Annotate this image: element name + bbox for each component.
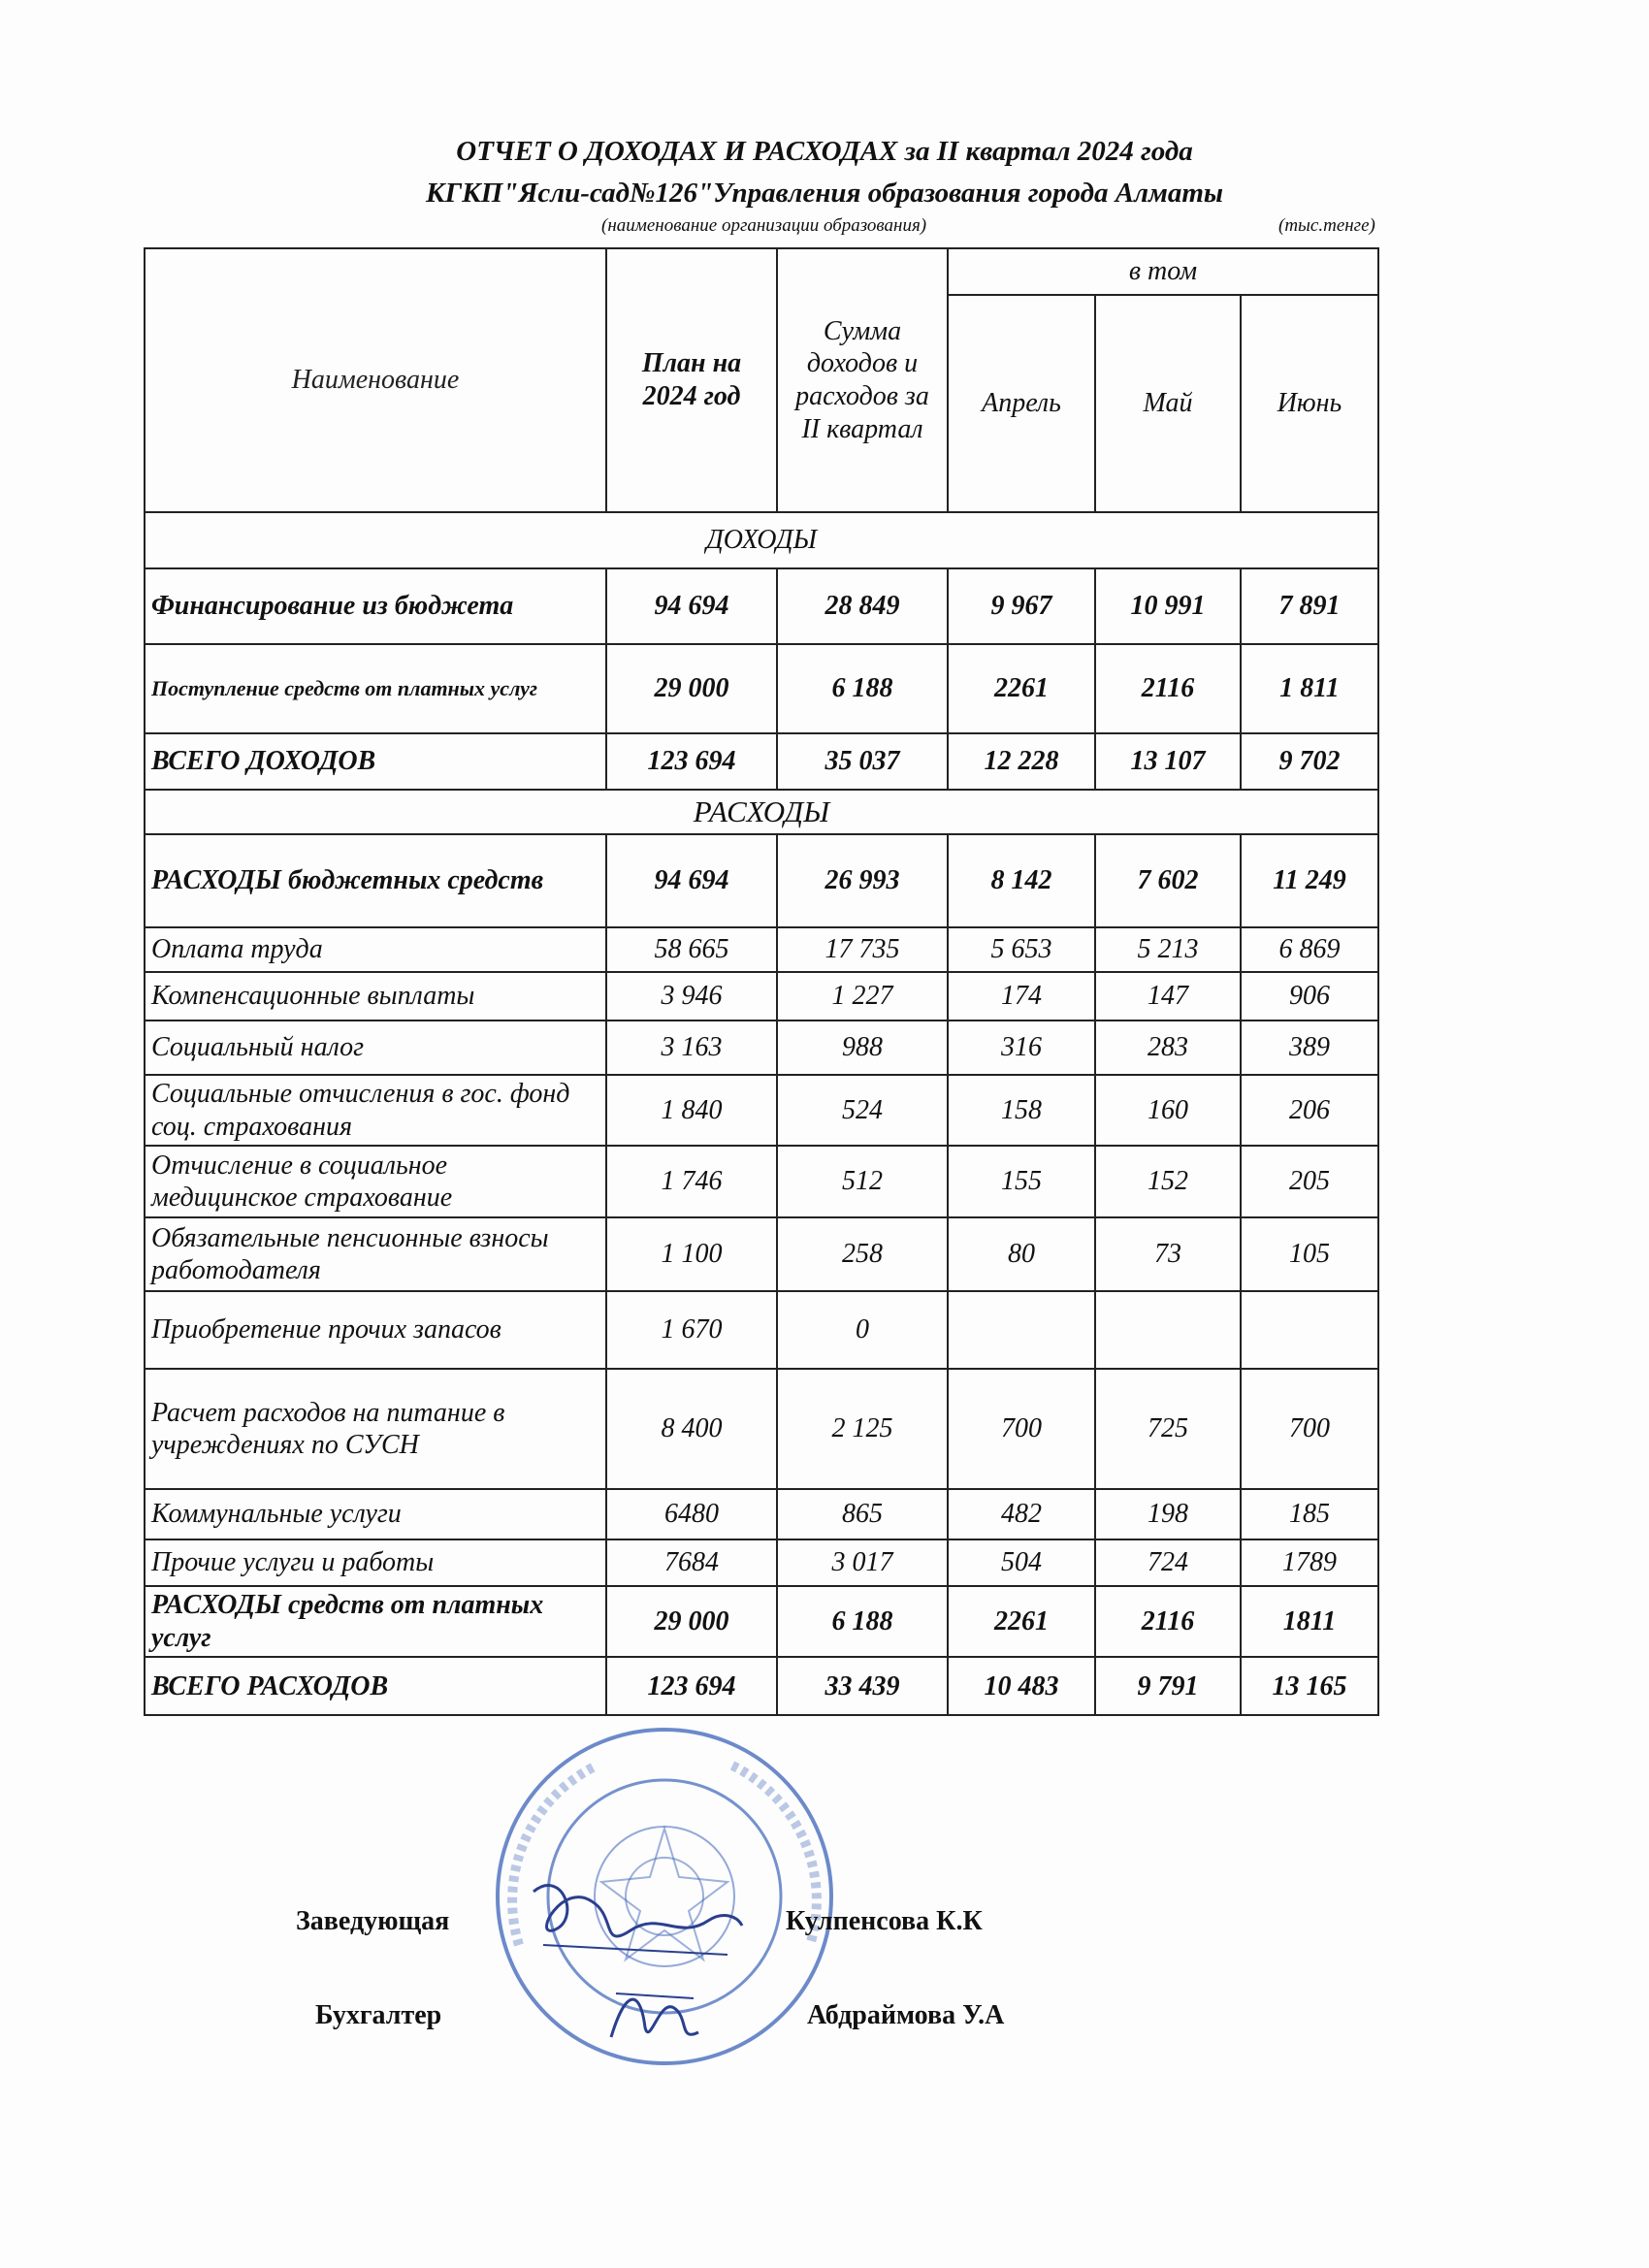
cell-plan: 7684 xyxy=(606,1539,777,1586)
cell-apr: 316 xyxy=(948,1021,1095,1075)
cell-may: 725 xyxy=(1095,1369,1241,1489)
cell-jun: 1 811 xyxy=(1241,644,1378,733)
cell-jun: 389 xyxy=(1241,1021,1378,1075)
table-row xyxy=(145,1586,1378,1657)
cell-plan: 29 000 xyxy=(606,644,777,733)
cell-jun: 11 249 xyxy=(1241,834,1378,927)
cell-name: Обязательные пенсионные взносы работодателя xyxy=(145,1217,606,1291)
table-row xyxy=(145,1369,1378,1489)
cell-name: Оплата труда xyxy=(145,927,606,972)
organization-caption: (наименование организации образования) xyxy=(601,215,927,236)
expense-rows xyxy=(145,834,1378,1715)
cell-plan: 1 746 xyxy=(606,1146,777,1217)
cell-sum: 1 227 xyxy=(777,972,948,1021)
header-june: Июнь xyxy=(1241,295,1378,512)
table-row xyxy=(145,1489,1378,1539)
cell-name: Социальные отчисления в гос. фонд соц. страхования xyxy=(145,1075,606,1146)
head-name: Кулпенсова К.К xyxy=(786,1906,983,1936)
section-expenses: РАСХОДЫ xyxy=(145,790,1378,834)
units-caption: (тыс.тенге) xyxy=(1278,215,1375,236)
cell-apr: 155 xyxy=(948,1146,1095,1217)
section-income: ДОХОДЫ xyxy=(145,512,1378,568)
cell-apr: 8 142 xyxy=(948,834,1095,927)
cell-may: 152 xyxy=(1095,1146,1241,1217)
cell-jun: 185 xyxy=(1241,1489,1378,1539)
cell-name: Расчет расходов на питание в учреждениях по СУСН xyxy=(145,1369,606,1489)
cell-name: Прочие услуги и работы xyxy=(145,1539,606,1586)
cell-may: 10 991 xyxy=(1095,568,1241,644)
cell-name: Отчисление в социальное медицинское страхование xyxy=(145,1146,606,1217)
table-row xyxy=(145,1291,1378,1369)
cell-apr: 2261 xyxy=(948,644,1095,733)
cell-apr: 80 xyxy=(948,1217,1095,1291)
accountant-name: Абдраймова У.А xyxy=(807,2000,1005,2030)
cell-apr: 9 967 xyxy=(948,568,1095,644)
cell-jun: 105 xyxy=(1241,1217,1378,1291)
cell-name: ВСЕГО РАСХОДОВ xyxy=(145,1657,606,1715)
cell-jun: 1789 xyxy=(1241,1539,1378,1586)
cell-name: Финансирование из бюджета xyxy=(145,568,606,644)
cell-may: 283 xyxy=(1095,1021,1241,1075)
table-row xyxy=(145,1021,1378,1075)
cell-may: 2116 xyxy=(1095,1586,1241,1657)
cell-sum: 524 xyxy=(777,1075,948,1146)
cell-plan: 8 400 xyxy=(606,1369,777,1489)
cell-sum: 865 xyxy=(777,1489,948,1539)
cell-name: Поступление средств от платных услуг xyxy=(145,644,606,733)
table-row xyxy=(145,834,1378,927)
cell-may: 7 602 xyxy=(1095,834,1241,927)
income-rows xyxy=(145,568,1378,790)
cell-may: 198 xyxy=(1095,1489,1241,1539)
accountant-title: Бухгалтер xyxy=(315,2000,442,2030)
cell-sum: 258 xyxy=(777,1217,948,1291)
cell-sum: 2 125 xyxy=(777,1369,948,1489)
cell-plan: 94 694 xyxy=(606,834,777,927)
cell-sum: 512 xyxy=(777,1146,948,1217)
table-row xyxy=(145,568,1378,644)
cell-jun: 13 165 xyxy=(1241,1657,1378,1715)
cell-plan: 29 000 xyxy=(606,1586,777,1657)
table-row xyxy=(145,1539,1378,1586)
cell-apr: 174 xyxy=(948,972,1095,1021)
cell-apr: 12 228 xyxy=(948,733,1095,790)
cell-plan: 1 100 xyxy=(606,1217,777,1291)
cell-apr: 158 xyxy=(948,1075,1095,1146)
cell-jun: 906 xyxy=(1241,972,1378,1021)
cell-plan: 3 163 xyxy=(606,1021,777,1075)
cell-may: 724 xyxy=(1095,1539,1241,1586)
table-row xyxy=(145,733,1378,790)
header-name: Наименование xyxy=(145,248,606,512)
cell-sum: 26 993 xyxy=(777,834,948,927)
table-row xyxy=(145,927,1378,972)
table-row xyxy=(145,1217,1378,1291)
cell-name: РАСХОДЫ бюджетных средств xyxy=(145,834,606,927)
head-title: Заведующая xyxy=(296,1906,450,1936)
table-row xyxy=(145,644,1378,733)
cell-may: 5 213 xyxy=(1095,927,1241,972)
cell-plan: 3 946 xyxy=(606,972,777,1021)
table-row xyxy=(145,972,1378,1021)
cell-name: ВСЕГО ДОХОДОВ xyxy=(145,733,606,790)
cell-jun: 1811 xyxy=(1241,1586,1378,1657)
cell-sum: 0 xyxy=(777,1291,948,1369)
cell-sum: 33 439 xyxy=(777,1657,948,1715)
cell-jun: 9 702 xyxy=(1241,733,1378,790)
cell-sum: 35 037 xyxy=(777,733,948,790)
cell-name: Компенсационные выплаты xyxy=(145,972,606,1021)
cell-jun: 700 xyxy=(1241,1369,1378,1489)
cell-may xyxy=(1095,1291,1241,1369)
cell-apr: 5 653 xyxy=(948,927,1095,972)
cell-name: Коммунальные услуги xyxy=(145,1489,606,1539)
header-plan: План на 2024 год xyxy=(606,248,777,512)
cell-name: РАСХОДЫ средств от платных услуг xyxy=(145,1586,606,1657)
cell-jun: 205 xyxy=(1241,1146,1378,1217)
table-row xyxy=(145,1657,1378,1715)
cell-apr: 482 xyxy=(948,1489,1095,1539)
cell-may: 9 791 xyxy=(1095,1657,1241,1715)
cell-apr: 2261 xyxy=(948,1586,1095,1657)
report-table xyxy=(144,247,1379,1716)
header-group: в том xyxy=(948,248,1378,295)
cell-jun: 7 891 xyxy=(1241,568,1378,644)
cell-may: 13 107 xyxy=(1095,733,1241,790)
cell-apr: 10 483 xyxy=(948,1657,1095,1715)
cell-jun: 6 869 xyxy=(1241,927,1378,972)
cell-sum: 988 xyxy=(777,1021,948,1075)
cell-name: Социальный налог xyxy=(145,1021,606,1075)
header-may: Май xyxy=(1095,295,1241,512)
cell-sum: 6 188 xyxy=(777,644,948,733)
cell-may: 73 xyxy=(1095,1217,1241,1291)
head-signature-icon xyxy=(524,1863,747,1969)
cell-plan: 1 670 xyxy=(606,1291,777,1369)
cell-jun: 206 xyxy=(1241,1075,1378,1146)
organization-name: КГКП"Ясли-сад№126"Управления образования города Алматы xyxy=(425,178,1224,209)
cell-plan: 6480 xyxy=(606,1489,777,1539)
cell-sum: 17 735 xyxy=(777,927,948,972)
cell-apr xyxy=(948,1291,1095,1369)
cell-may: 147 xyxy=(1095,972,1241,1021)
cell-sum: 3 017 xyxy=(777,1539,948,1586)
cell-apr: 504 xyxy=(948,1539,1095,1586)
cell-jun xyxy=(1241,1291,1378,1369)
report-title: ОТЧЕТ О ДОХОДАХ И РАСХОДАХ за II квартал 2024 года xyxy=(456,136,1193,167)
accountant-signature-icon xyxy=(601,1979,708,2057)
table-row xyxy=(145,1075,1378,1146)
cell-plan: 123 694 xyxy=(606,1657,777,1715)
cell-sum: 6 188 xyxy=(777,1586,948,1657)
cell-sum: 28 849 xyxy=(777,568,948,644)
cell-name: Приобретение прочих запасов xyxy=(145,1291,606,1369)
cell-plan: 58 665 xyxy=(606,927,777,972)
cell-plan: 123 694 xyxy=(606,733,777,790)
cell-plan: 94 694 xyxy=(606,568,777,644)
header-april: Апрель xyxy=(948,295,1095,512)
cell-apr: 700 xyxy=(948,1369,1095,1489)
header-sum: Сумма доходов и расходов за II квартал xyxy=(777,248,948,512)
cell-may: 2116 xyxy=(1095,644,1241,733)
table-row xyxy=(145,1146,1378,1217)
cell-may: 160 xyxy=(1095,1075,1241,1146)
cell-plan: 1 840 xyxy=(606,1075,777,1146)
